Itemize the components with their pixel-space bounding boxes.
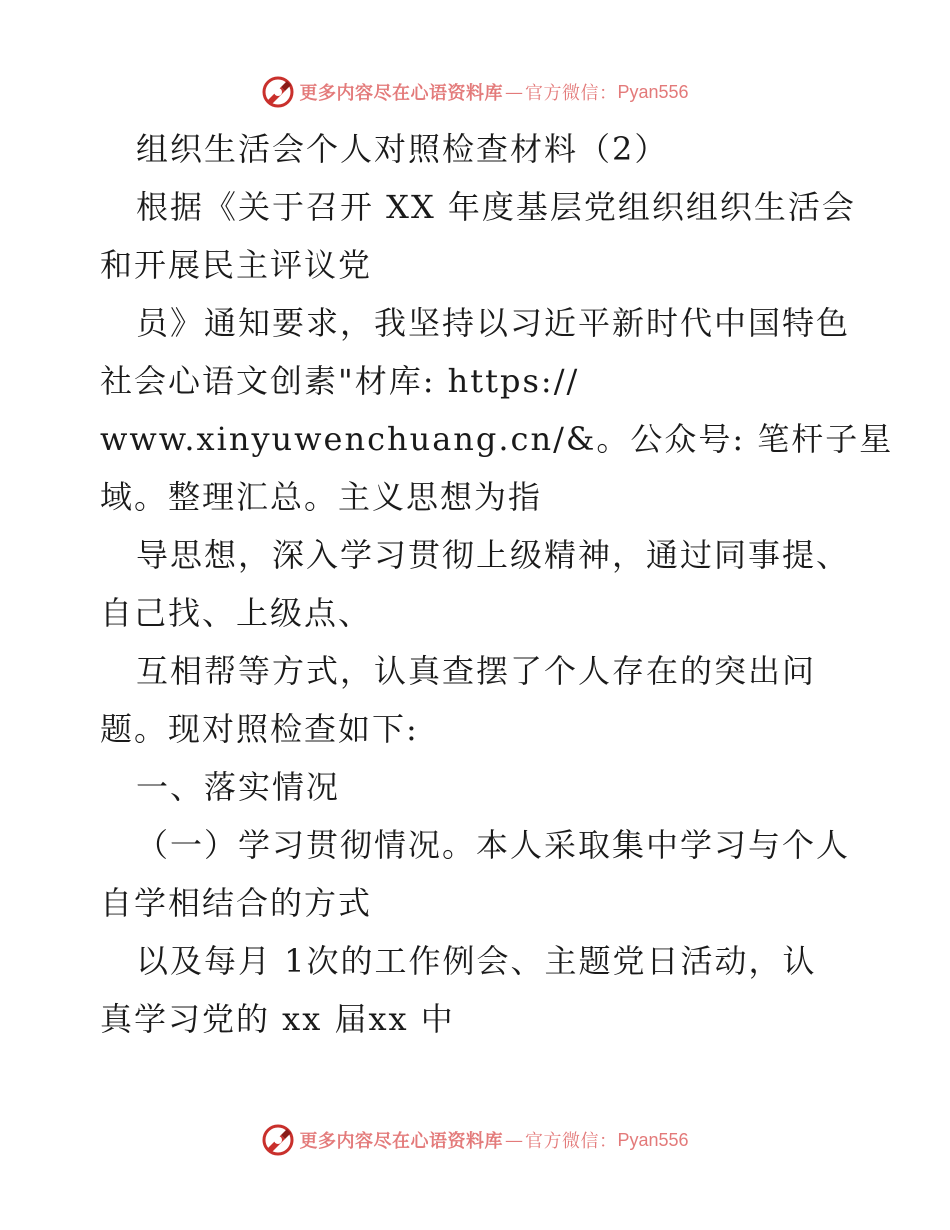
- pen-logo-icon: [261, 75, 295, 109]
- section-heading: 一、落实情况: [136, 768, 341, 806]
- paragraph-line: 互相帮等方式，认真查摆了个人存在的突出问: [136, 652, 817, 690]
- paragraph-line: 自己找、上级点、: [100, 594, 373, 632]
- paragraph-line: 和开展民主评议党: [100, 246, 373, 284]
- header-banner: [0, 72, 950, 112]
- pen-logo-icon: [261, 1123, 295, 1157]
- banner-wechat-handle: Pyan556: [617, 1129, 689, 1150]
- paragraph-line: 根据《关于召开 XX 年度基层党组织组织生活会: [136, 188, 856, 226]
- document-body: [100, 120, 894, 1048]
- paragraph-line: 自学相结合的方式: [100, 884, 373, 922]
- paragraph-line: 以及每月 1次的工作例会、主题党日活动，认: [136, 942, 817, 980]
- document-title: 组织生活会个人对照检查材料（2）: [136, 130, 669, 168]
- paragraph-line: 题。现对照检查如下:: [100, 710, 419, 748]
- paragraph-line: 社会心语文创素"材库: https://: [100, 362, 580, 400]
- banner-main-text: 更多内容尽在心语资料库: [299, 83, 503, 104]
- banner-wechat-label: 官方微信：: [524, 83, 618, 104]
- banner-main-text: 更多内容尽在心语资料库: [299, 1131, 503, 1152]
- paragraph-line: 员》通知要求，我坚持以习近平新时代中国特色: [136, 304, 851, 342]
- banner-wechat-label: 官方微信：: [524, 1131, 618, 1152]
- paragraph-line: （一）学习贯彻情况。本人采取集中学习与个人: [136, 826, 851, 864]
- paragraph-line: 真学习党的 xx 届xx 中: [100, 1000, 455, 1038]
- banner-dash: —: [504, 1129, 523, 1151]
- paragraph-line: www.xinyuwenchuang.cn/&。公众号: 笔杆子星: [100, 420, 894, 458]
- paragraph-line: 导思想，深入学习贯彻上级精神，通过同事提、: [136, 536, 851, 574]
- footer-banner: [0, 1120, 950, 1160]
- paragraph-line: 域。整理汇总。主义思想为指: [100, 478, 543, 516]
- banner-wechat-handle: Pyan556: [617, 81, 689, 102]
- banner-dash: —: [504, 81, 523, 103]
